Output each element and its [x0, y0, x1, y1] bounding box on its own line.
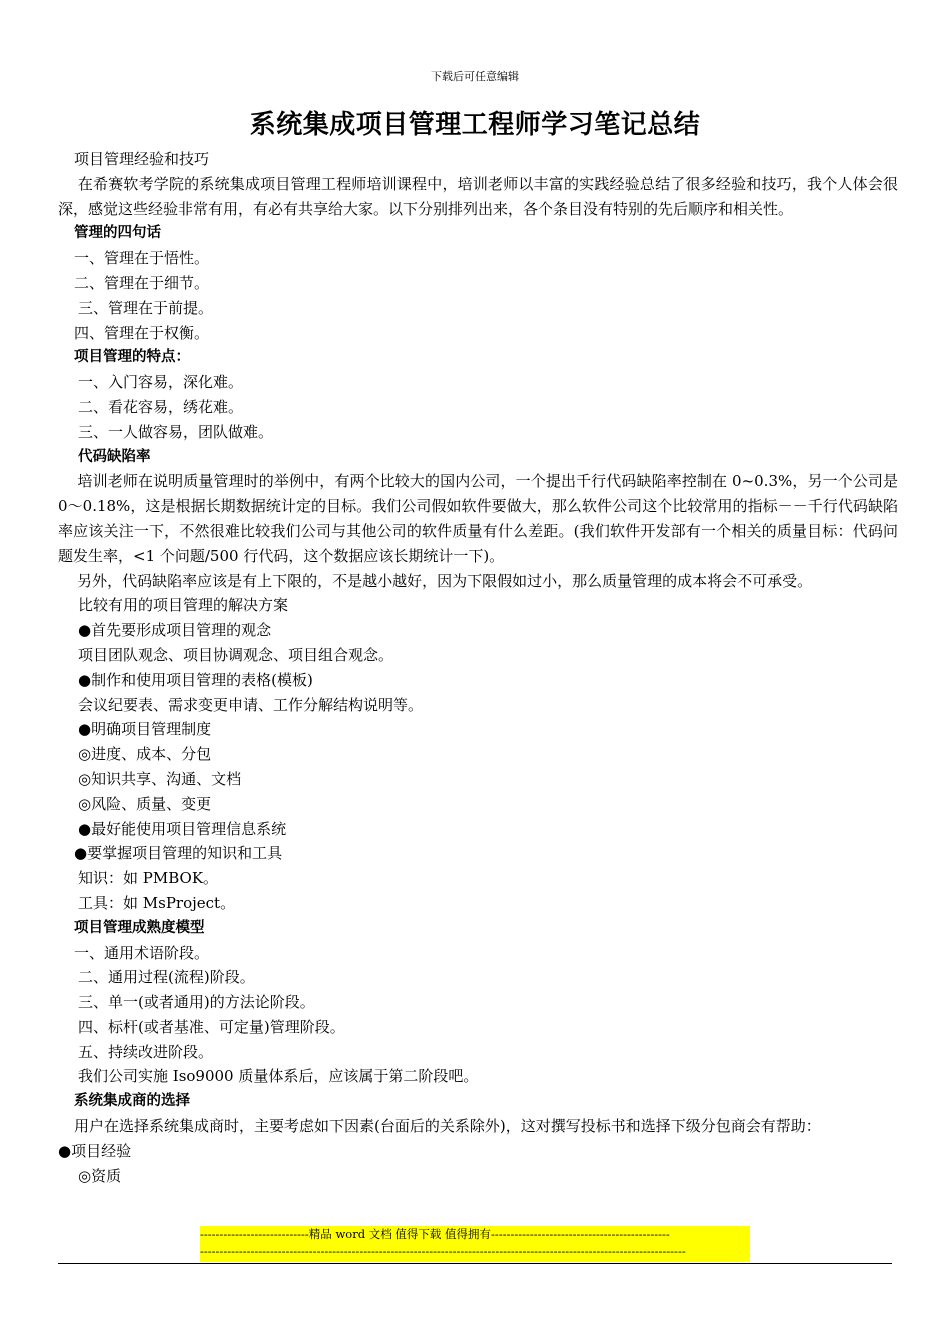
text-line: 三、单一(或者通用)的方法论阶段。 [78, 993, 315, 1012]
text-line: 会议纪要表、需求变更申请、工作分解结构说明等。 [78, 695, 424, 714]
text-line: 比较有用的项目管理的解决方案 [78, 596, 289, 615]
text-line: 项目团队观念、项目协调观念、项目组合观念。 [78, 645, 394, 664]
banner-line-2: ----------------------------------------------------------------------------------------------------------------------------- [200, 1244, 686, 1258]
text-line: ●制作和使用项目管理的表格(模板) [78, 670, 313, 689]
footer-banner [200, 1226, 750, 1262]
text-line: ◎知识共享、沟通、文档 [78, 769, 242, 788]
header-note: 下载后可任意编辑 [431, 70, 519, 83]
text-line: ◎风险、质量、变更 [78, 794, 212, 813]
document-title: 系统集成项目管理工程师学习笔记总结 [249, 110, 701, 140]
text-line: ●首先要形成项目管理的观念 [78, 621, 272, 640]
text-line: 三、管理在于前提。 [78, 298, 214, 317]
section-heading: 系统集成商的选择 [74, 1093, 190, 1110]
text-line: 在希赛软考学院的系统集成项目管理工程师培训课程中，培训老师以丰富的实践经验总结了很多经验和技巧，我个人体会很深，感觉这些经验非常有用，有必有共享给大家。以下分别排列出来，各个条目没有特别的先后顺序和相关性。 [58, 174, 898, 218]
text-line: 三、一人做容易，团队做难。 [78, 422, 274, 441]
text-line: 另外，代码缺陷率应该是有上下限的，不是越小越好，因为下限假如过小，那么质量管理的成本将会不可承受。 [58, 571, 813, 590]
section-heading: 项目管理的特点： [74, 349, 190, 366]
text-line: ●项目经验 [58, 1141, 132, 1160]
text-line: 四、标杆(或者基准、可定量)管理阶段。 [78, 1017, 345, 1036]
text-line: 一、入门容易，深化难。 [78, 373, 244, 392]
text-line: 一、管理在于悟性。 [74, 249, 210, 268]
section-heading: 代码缺陷率 [78, 448, 151, 465]
text-line: ◎资质 [78, 1166, 122, 1185]
text-line: ●最好能使用项目管理信息系统 [78, 819, 287, 838]
section-heading: 项目管理成熟度模型 [74, 919, 205, 936]
text-line: 二、看花容易，绣花难。 [78, 397, 244, 416]
text-line: 培训老师在说明质量管理时的举例中，有两个比较大的国内公司，一个提出千行代码缺陷率控制在 0~0.3%，另一个公司是 0～0.18%，这是根据长期数据统计定的目标。我们公司假如软件要做大，那么软件公司这个比较常用的指标－－千行代码缺陷率应该关注一下，不然很难比较我们公司与其他公司的软件质量有什么差距。(我们软件开发部有一个相关的质量目标：代码问题发生率，<1 个问题/500 行代码，这个数据应该长期统计一下)。 [58, 472, 903, 565]
text-line: 用户在选择系统集成商时，主要考虑如下因素(台面后的关系除外)，这对撰写投标书和选择下级分包商会有帮助： [74, 1117, 821, 1136]
text-line: 我们公司实施 Iso9000 质量体系后，应该属于第二阶段吧。 [78, 1067, 479, 1086]
text-line: 五、持续改进阶段。 [78, 1042, 214, 1061]
text-line: ●要掌握项目管理的知识和工具 [74, 844, 283, 863]
section-heading: 管理的四句话 [74, 225, 161, 242]
text-line: 二、通用过程(流程)阶段。 [78, 968, 255, 987]
footer-rule [58, 1263, 892, 1264]
banner-line-1: ----------------------------精品 word 文档 值得下载 值得拥有---------------------------------------------- [200, 1227, 670, 1241]
text-line: 项目管理经验和技巧 [74, 150, 210, 168]
document-body [58, 147, 903, 1188]
text-line: 知识：如 PMBOK。 [78, 869, 219, 888]
text-line: ●明确项目管理制度 [78, 720, 212, 739]
text-line: ◎进度、成本、分包 [78, 745, 212, 764]
text-line: 工具：如 MsProject。 [78, 893, 236, 912]
text-line: 四、管理在于权衡。 [74, 323, 210, 342]
text-line: 一、通用术语阶段。 [74, 943, 210, 962]
text-line: 二、管理在于细节。 [74, 273, 210, 292]
